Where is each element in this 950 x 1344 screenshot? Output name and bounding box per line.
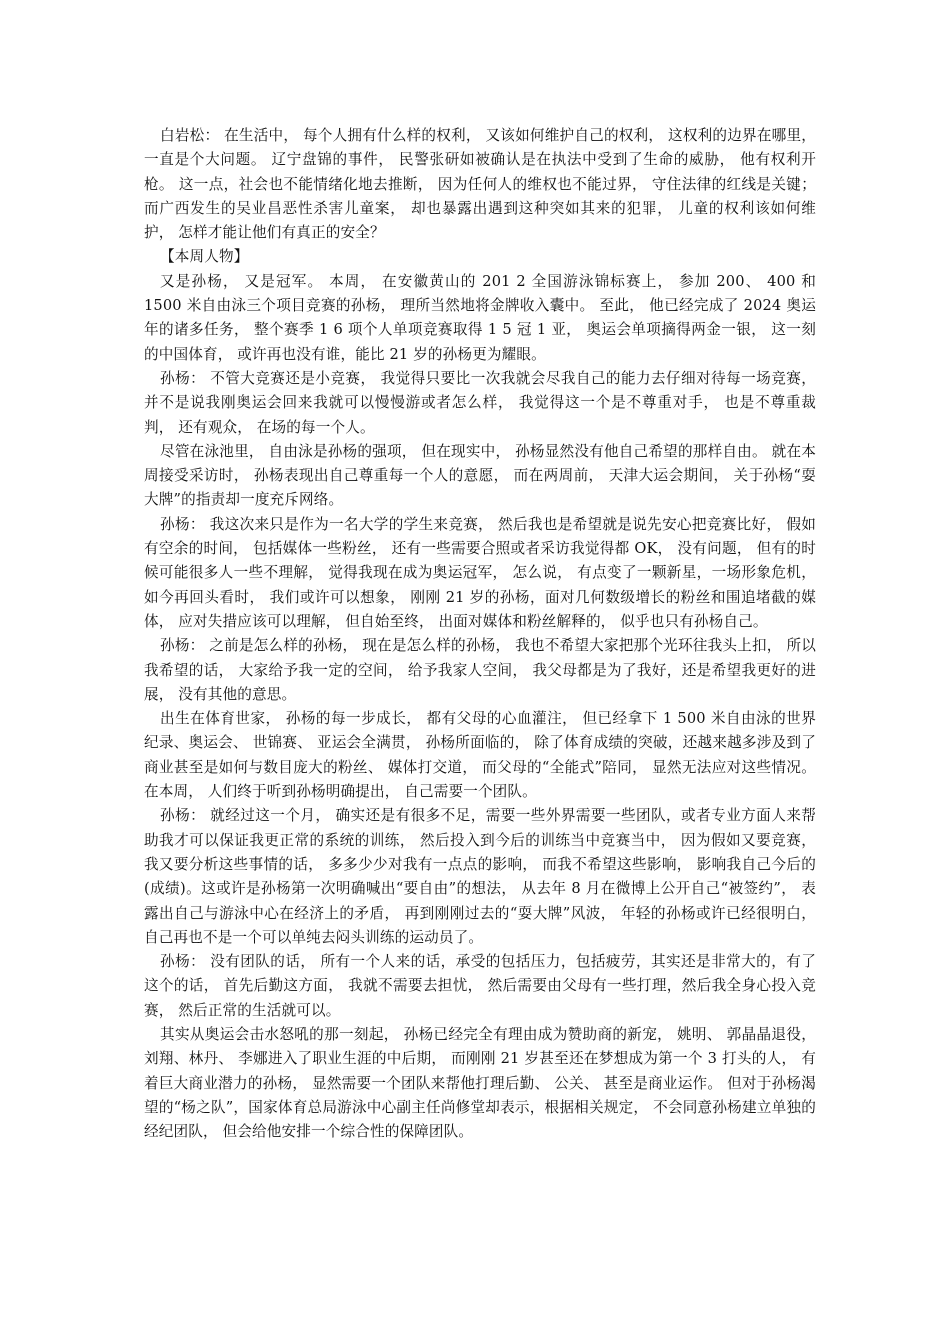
paragraph-quote-no-team: 孙杨： 没有团队的话， 所有一个人来的话，承受的包括压力，包括疲劳，其实还是非常大的，有了这个的话， 首先后勤这方面， 我就不需要去担忧， 然后需要由父母有一些打理，然后我全身心投入竞赛， 然后正常的生活就可以。 (144, 953, 816, 1019)
article-body (144, 124, 816, 1144)
paragraph-quote-competition: 孙杨： 不管大竞赛还是小竞赛， 我觉得只要比一次我就会尽我自己的能力去仔细对待每一场竞赛， 并不是说我刚奥运会回来我就可以慢慢游或者怎么样， 我觉得这一个是不尊重对手， 也是不尊重裁判， 还有观众， 在场的每一个人。 (144, 369, 816, 436)
paragraph-sponsors: 其实从奥运会击水怒吼的那一刻起， 孙杨已经完全有理由成为赞助商的新宠， 姚明、 郭晶晶退役， 刘翔、林丹、 李娜进入了职业生涯的中后期， 而刚刚 21 岁甚至还在梦想成为第一个 3 打头的人， 有着巨大商业潜力的孙杨， 显然需要一个团队来帮他打理后勤、 公关、 甚至是商业运作。 但对于孙杨渴望的“杨之队”，国家体育总局游泳中心副主任尚修堂却表示，根据相关规定， 不会同意孙杨建立单独的经纪团队， 但会给他安排一个综合性的保障团队。 (144, 1025, 816, 1141)
section-heading-weekly-figure: 【本周人物】 (160, 248, 249, 266)
paragraph-quote-university: 孙杨： 我这次来只是作为一名大学的学生来竞赛， 然后我也是希望就是说先安心把竞赛比好， 假如有空余的时间， 包括媒体一些粉丝， 还有一些需要合照或者采访我觉得都 OK， 没有问题， 但有的时候可能很多人一些不理解， 觉得我现在成为奥运冠军， 怎么说， 有点变了一颗新星，一场形象危机， 如今再回头看时， 我们或许可以想象， 刚刚 21 岁的孙杨，面对几何数级增长的粉丝和围追堵截的媒体， 应对失措应该可以理解， 但自始至终， 出面对媒体和粉丝解释的， 似乎也只有孙杨自己。 (144, 515, 816, 630)
paragraph-sports-family: 出生在体育世家， 孙杨的每一步成长， 都有父母的心血灌注， 但已经拿下 1 500 米自由泳的世界纪录、奥运会、 世锦赛、 亚运会全满贯， 孙杨所面临的， 除了体育成绩的突破，还越来越多涉及到了商业甚至是如何与数目庞大的粉丝、 媒体打交道， 而父母的“全能式”陪同， 显然无法应对这些情况。 在本周， 人们终于听到孙杨明确提出， 自己需要一个团队。 (144, 710, 816, 801)
paragraph-bai-yansong: 白岩松： 在生活中， 每个人拥有什么样的权利， 又该如何维护自己的权利， 这权利的边界在哪里， 一直是个大问题。 辽宁盘锦的事件， 民警张研如被确认是在执法中受到了生命的威胁， 他有权利开枪。 这一点，社会也不能情绪化地去推断， 因为任何人的维权也不能过界， 守住法律的红线是关键； 而广西发生的吴业昌恶性杀害儿童案， 却也暴露出遇到这种突如其来的犯罪， 儿童的权利该如何维护， 怎样才能让他们有真正的安全？ (144, 127, 816, 242)
paragraph-freedom: 尽管在泳池里， 自由泳是孙杨的强项， 但在现实中， 孙杨显然没有他自己希望的那样自由。 就在本周接受采访时， 孙杨表现出自己尊重每一个人的意愿， 而在两周前， 天津大运会期间， 关于孙杨“耍大牌”的指责却一度充斥网络。 (144, 442, 816, 509)
paragraph-intro-sun-yang: 又是孙杨， 又是冠军。 本周， 在安徽黄山的 201 2 全国游泳锦标赛上， 参加 200、 400 和 1500 米自由泳三个项目竞赛的孙杨， 理所当然地将金牌收入囊中。 至此， 他已经完成了 2024 奥运年的诸多任务， 整个赛季 1 6 项个人单项竞赛取得 1 5 冠 1 亚， 奥运会单项摘得两金一银， 这一刻的中国体育， 或许再也没有谁，能比 21 岁的孙杨更为耀眼。 (144, 272, 816, 363)
paragraph-quote-team: 孙杨： 就经过这一个月， 确实还是有很多不足，需要一些外界需要一些团队，或者专业方面人来帮助我才可以保证我更正常的系统的训练， 然后投入到今后的训练当中竞赛当中， 因为假如又要竞赛， 我又要分析这些事情的话， 多多少少对我有一点点的影响， 而我不希望这些影响， 影响我自己今后的(成绩)。这或许是孙杨第一次明确喊出“要自由”的想法， 从去年 8 月在微博上公开自己“被签约”， 表露出自己与游泳中心在经济上的矛盾， 再到刚刚过去的“耍大牌”风波， 年轻的孙杨或许已经很明白， 自己再也不是一个可以单纯去闷头训练的运动员了。 (144, 807, 816, 946)
paragraph-quote-halo: 孙杨： 之前是怎么样的孙杨， 现在是怎么样的孙杨， 我也不希望大家把那个光环往我头上扣， 所以我希望的话， 大家给予我一定的空间， 给予我家人空间， 我父母都是为了我好，还是希望我更好的进展， 没有其他的意思。 (144, 637, 816, 703)
